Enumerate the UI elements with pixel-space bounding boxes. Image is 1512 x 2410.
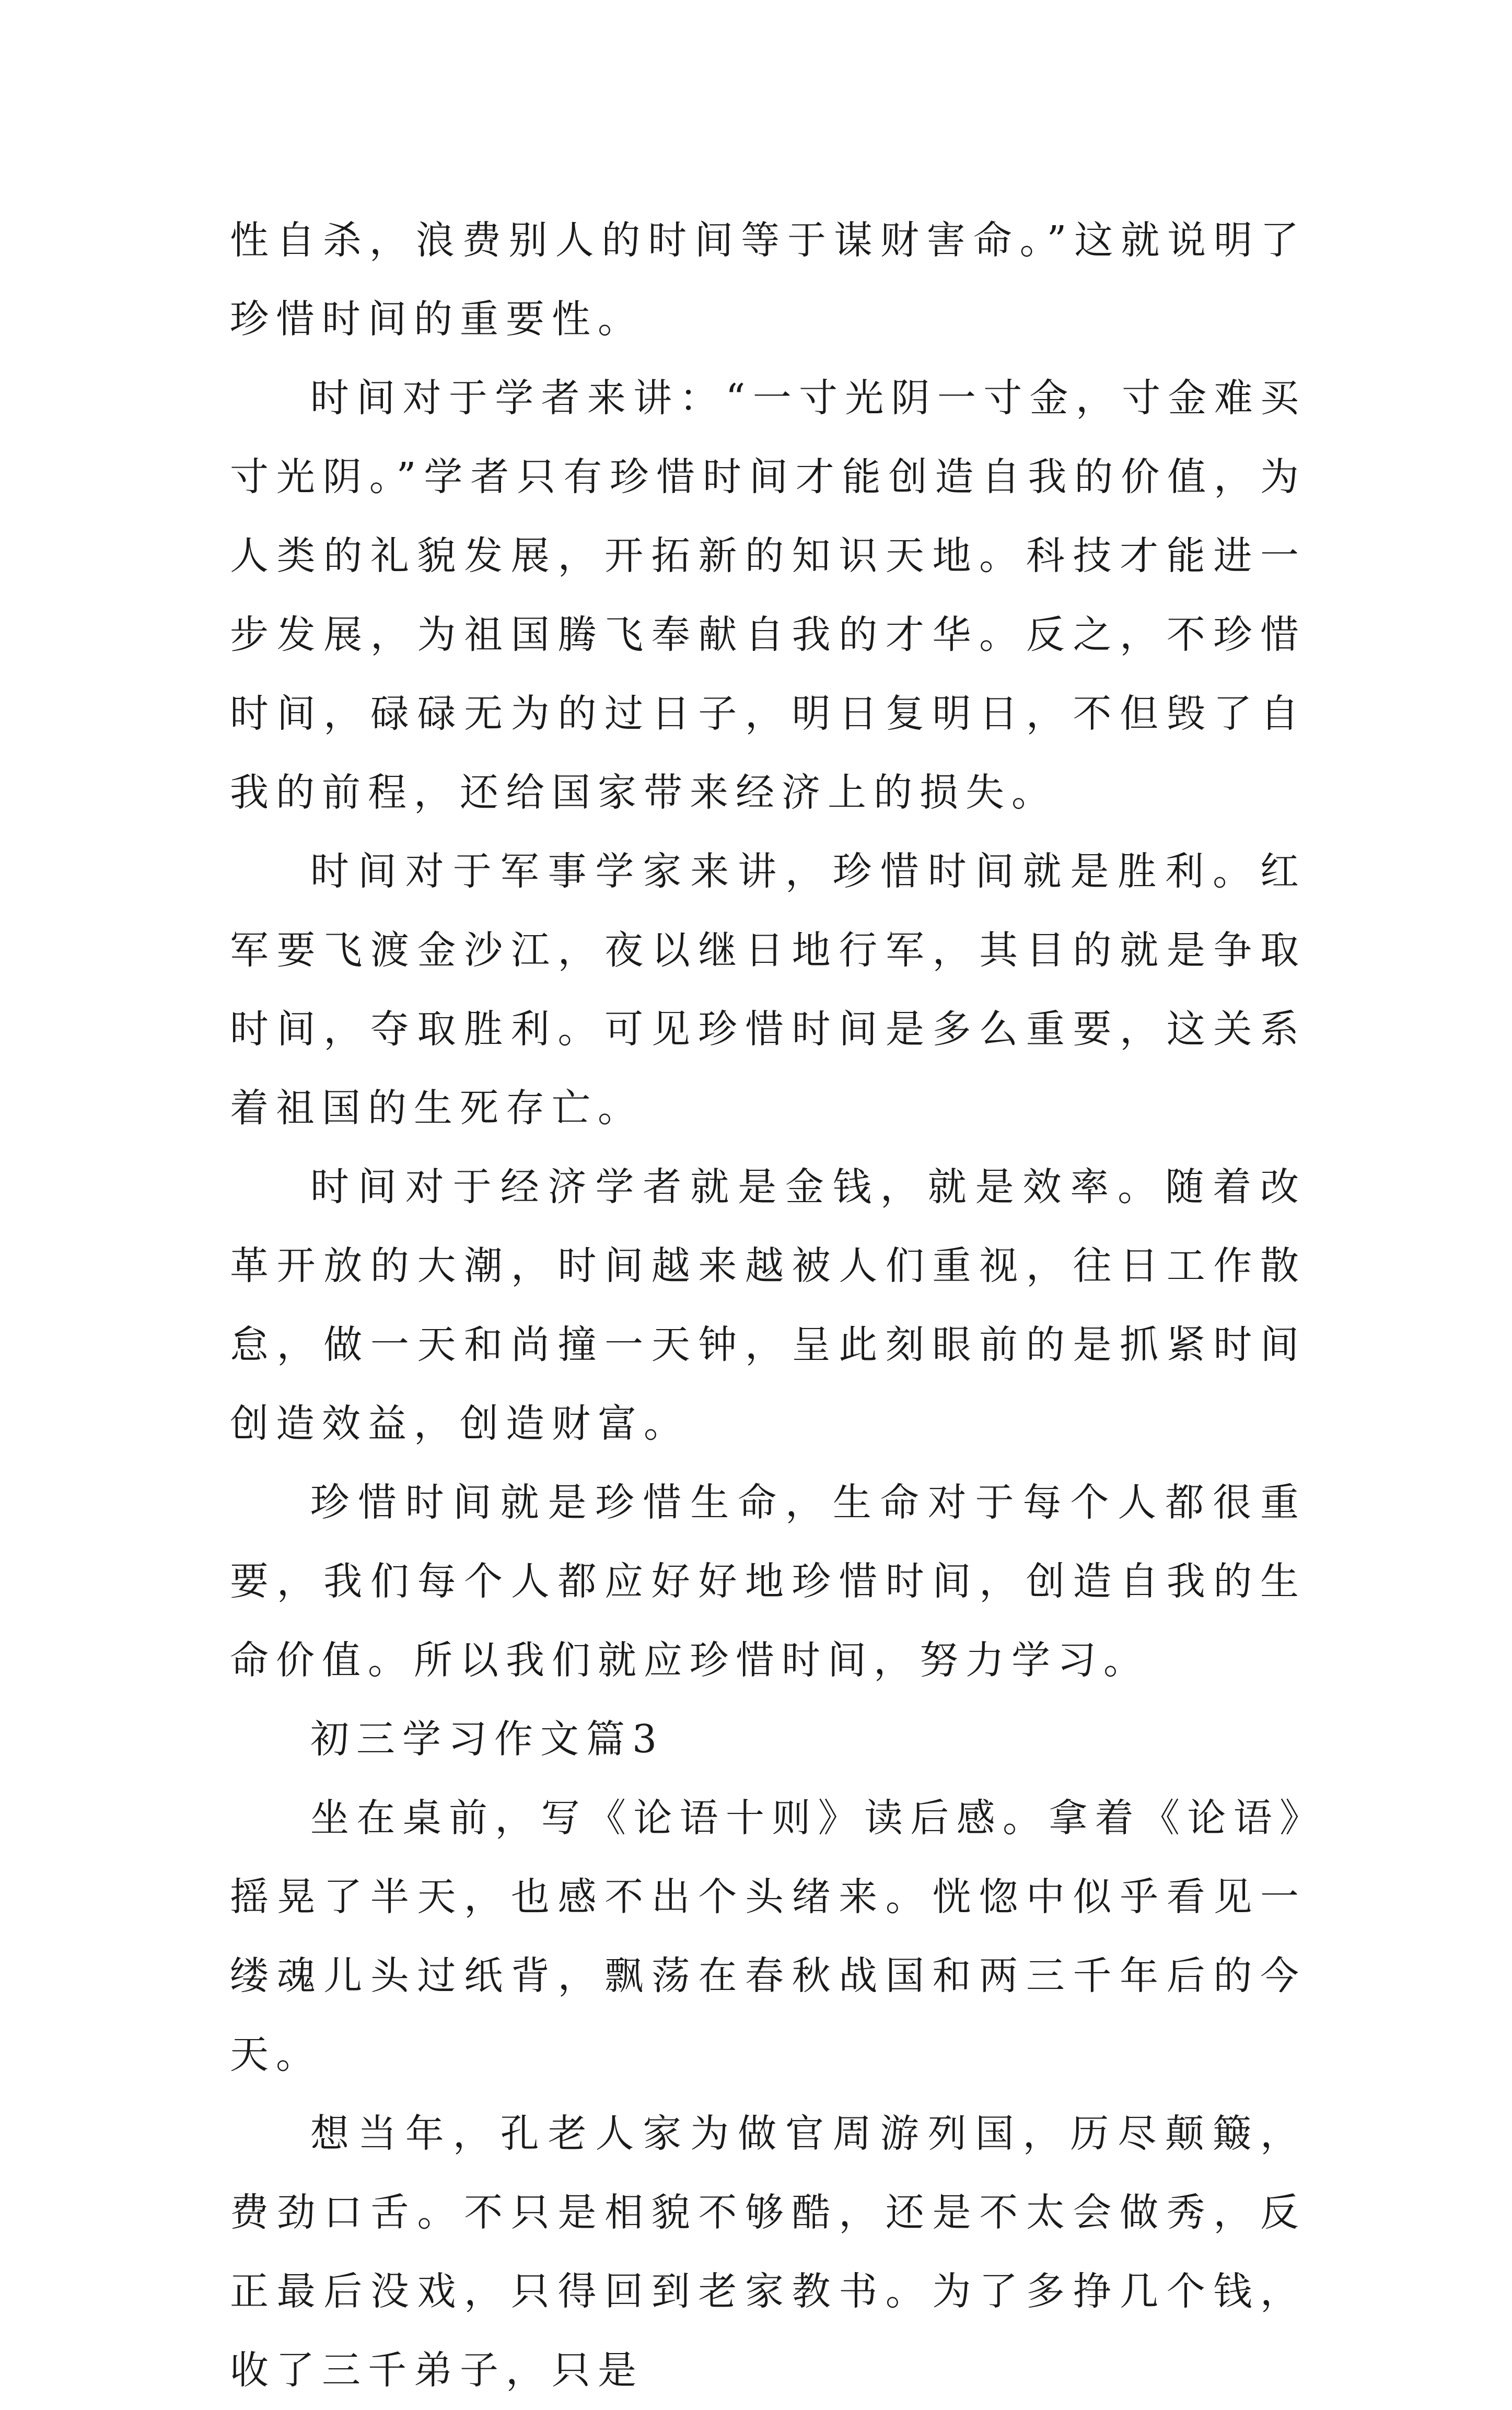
paragraph-6: 坐在桌前，写《论语十则》读后感。拿着《论语》摇晃了半天，也感不出个头绪来。恍惚中似乎看见一缕魂儿头过纸背，飘荡在春秋战国和两三千年后的今天。 [230, 1796, 1306, 2077]
section-heading: 初三学习作文篇3 [310, 1717, 665, 1762]
paragraph-3: 时间对于军事学家来讲，珍惜时间就是胜利。红军要飞渡金沙江，夜以继日地行军，其目的就是争取时间，夺取胜利。可见珍惜时间是多么重要，这关系着祖国的生死存亡。 [230, 849, 1306, 1131]
document-body [230, 201, 1306, 2410]
paragraph-7: 想当年，孔老人家为做官周游列国，历尽颠簸，费劲口舌。不只是相貌不够酷，还是不太会做秀，反正最后没戏，只得回到老家教书。为了多挣几个钱，收了三千弟子，只是 [230, 2111, 1306, 2393]
paragraph-2: 时间对于学者来讲：“一寸光阴一寸金，寸金难买寸光阴。”学者只有珍惜时间才能创造自我的价值，为人类的礼貌发展，开拓新的知识天地。科技才能进一步发展，为祖国腾飞奉献自我的才华。反之，不珍惜时间，碌碌无为的过日子，明日复明日，不但毁了自我的前程，还给国家带来经济上的损失。 [230, 376, 1306, 815]
paragraph-1: 性自杀，浪费别人的时间等于谋财害命。”这就说明了珍惜时间的重要性。 [230, 218, 1306, 342]
paragraph-5: 珍惜时间就是珍惜生命，生命对于每个人都很重要，我们每个人都应好好地珍惜时间，创造自我的生命价值。所以我们就应珍惜时间，努力学习。 [230, 1480, 1306, 1683]
paragraph-4: 时间对于经济学者就是金钱，就是效率。随着改革开放的大潮，时间越来越被人们重视，往日工作散怠，做一天和尚撞一天钟，呈此刻眼前的是抓紧时间创造效益，创造财富。 [230, 1165, 1306, 1446]
